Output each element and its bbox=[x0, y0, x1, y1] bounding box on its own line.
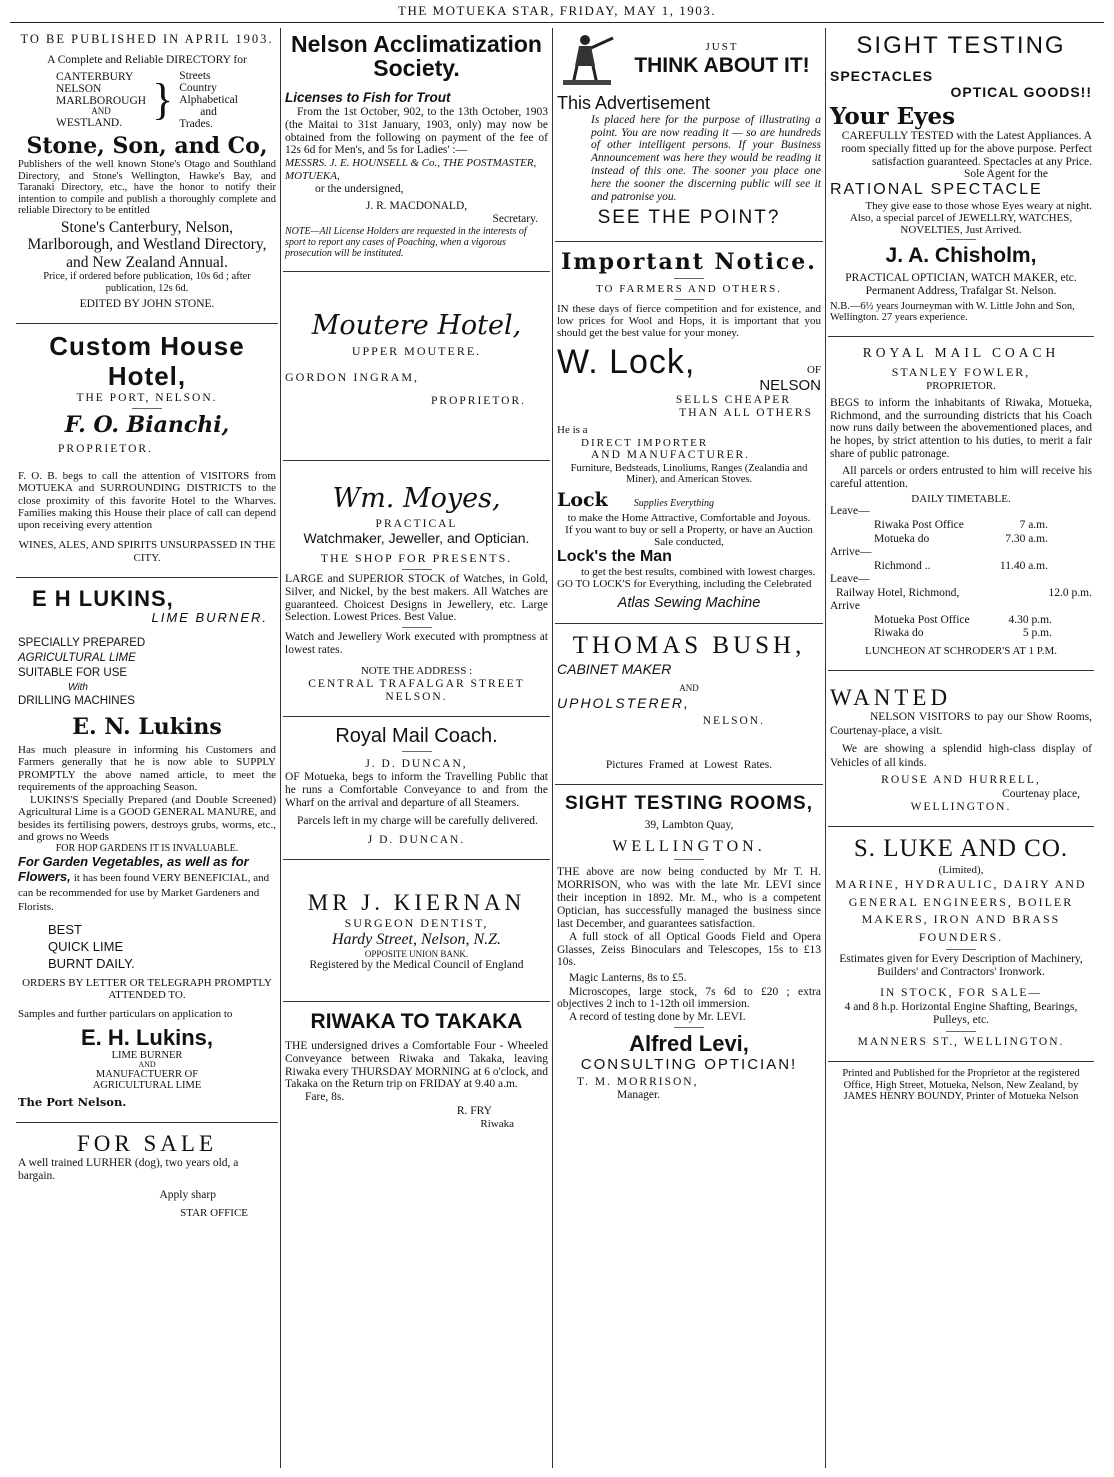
content-item: Alphabetical bbox=[179, 93, 238, 106]
column-1 bbox=[16, 30, 278, 1470]
directory-heading: TO BE PUBLISHED IN APRIL 1903. bbox=[20, 32, 274, 46]
lime-line: DRILLING MACHINES bbox=[18, 694, 135, 707]
thomas-bush-ad bbox=[555, 630, 823, 778]
timetable-row bbox=[830, 627, 1092, 641]
sight-eyes: Your Eyes bbox=[830, 102, 956, 130]
wanted-city: WELLINGTON. bbox=[910, 800, 1012, 813]
rooms-addr: 39, Lambton Quay, bbox=[644, 818, 734, 831]
lime-signature: E. H. Lukins, bbox=[80, 1024, 214, 1050]
rooms-body1: THE above are now being conducted by Mr T. H. MORRISON, who was with the late Mr. LEVI since their inception in 1892. Mr. M., who is a competent Optician, has successfully managed the business since last December, and guarantees satisfaction. bbox=[557, 866, 821, 930]
coach-daily: DAILY TIMETABLE. bbox=[911, 492, 1011, 505]
timetable-stop: Richmond .. bbox=[874, 559, 931, 572]
sight-spec: SPECTACLES bbox=[830, 67, 934, 84]
lock-name-row bbox=[557, 343, 821, 394]
lime-product-lines bbox=[18, 636, 276, 709]
moutere-name: Moutere Hotel, bbox=[311, 310, 522, 342]
moutere-owner: GORDON INGRAM, bbox=[285, 370, 420, 385]
content-item: Streets bbox=[179, 69, 211, 82]
moyes-addr: CENTRAL TRAFALGAR STREET NELSON. bbox=[308, 677, 525, 703]
rooms-title: SIGHT TESTING ROOMS, bbox=[564, 792, 813, 814]
lock-to: TO FARMERS AND OTHERS. bbox=[595, 282, 782, 295]
luke-stock: IN STOCK, FOR SALE— bbox=[880, 987, 1042, 1000]
hotel-footer: WINES, ALES, AND SPIRITS UNSURPASSED IN THE CITY. bbox=[18, 539, 276, 565]
moyes-practical: PRACTICAL bbox=[375, 518, 458, 531]
rooms-body2: A full stock of all Optical Goods Field and Opera Glasses, Zeiss Binoculars and Telescopes, 15s to £13 10s. bbox=[557, 930, 821, 969]
divider bbox=[402, 751, 432, 752]
timetable-time: 11.40 a.m. bbox=[999, 559, 1048, 572]
sight-nb: N.B.—6½ years Journeyman with W. Little John and Son, Wellington. 27 years experience. bbox=[830, 300, 1075, 324]
lock-nelson: NELSON bbox=[759, 376, 821, 394]
column-4 bbox=[828, 30, 1094, 1470]
coach-prop: PROPRIETOR. bbox=[926, 380, 996, 393]
region: AND bbox=[91, 106, 111, 117]
riwaka-place: Riwaka bbox=[480, 1117, 514, 1130]
think-title: THINK ABOUT IT! bbox=[634, 53, 810, 77]
divider bbox=[828, 826, 1094, 827]
timetable-stop: Motueka do bbox=[874, 532, 930, 545]
lock-goods: Furniture, Bedsteads, Linoliums, Ranges (Zealandia and Miner), and American Stoves. bbox=[570, 462, 808, 486]
divider bbox=[828, 1061, 1094, 1062]
divider bbox=[283, 859, 550, 860]
directory-regions bbox=[18, 70, 276, 130]
luke-est: Estimates given for Every Description of Machinery, Builders' and Contractors' Ironwork. bbox=[839, 952, 1083, 979]
think-body: Is placed here for the purpose of illustrating a point. You are now reading it — so are hundreds of other intelligent persons. If your Business Announcement was here they would be reading it instead of this one. The sooner you place one here the sooner the discerning public will see it and patronise you. bbox=[591, 113, 821, 203]
lock-of-nelson bbox=[759, 364, 821, 394]
lock-property: If you want to buy or sell a Property, or have an Auction Sale conducted, bbox=[565, 523, 813, 548]
for-sale-body: A well trained LURHER (dog), two years old, a bargain. bbox=[18, 1157, 239, 1183]
divider bbox=[828, 670, 1094, 671]
accl-or: or the undersigned, bbox=[315, 182, 404, 195]
bush-pics: Pictures Framed at Lowest Rates. bbox=[605, 758, 773, 771]
timetable-time: 5 p.m. bbox=[1022, 627, 1052, 640]
divider bbox=[16, 577, 278, 578]
timetable-row bbox=[830, 587, 1092, 601]
divider bbox=[283, 271, 550, 272]
lock-results: to get the best results, combined with lowest charges. bbox=[581, 566, 816, 579]
divider bbox=[674, 859, 704, 860]
masthead: THE MOTUEKA STAR, FRIDAY, MAY 1, 1903. bbox=[398, 3, 716, 18]
timetable-row bbox=[830, 519, 1092, 533]
duncan-mail-coach-ad bbox=[283, 723, 550, 853]
lime-line: SPECIALLY PREPARED bbox=[18, 636, 146, 649]
hotel-proprietor-name: F. O. Bianchi, bbox=[64, 412, 230, 439]
hotel-body: F. O. B. begs to call the attention of VISITORS from MOTUEKA and SURROUNDING DISTRICTS to the close proximity of this favorite Hotel to the Wharves. Families making this House their place of call can depend upon receiving every attention bbox=[18, 469, 276, 532]
divider bbox=[283, 1001, 550, 1002]
hotel-location: THE PORT, NELSON. bbox=[76, 392, 218, 405]
sight-optical: OPTICAL GOODS!! bbox=[950, 83, 1092, 100]
luke-name: S. LUKE AND CO. bbox=[853, 834, 1069, 862]
sight-agent: Sole Agent for the bbox=[964, 168, 1048, 181]
accl-body: From the 1st October, 902, to the 13th October, 1903 (the Maitai to 31st January, 1903, only) may now be obtained from the following on payment of the fee of 12s 6d for Men's, and 5s for Ladies' :— bbox=[285, 105, 548, 157]
divider bbox=[283, 460, 550, 461]
wanted-body2: We are showing a splendid high-class display of Vehicles of all kinds. bbox=[830, 742, 1092, 769]
lime-sig-line: AGRICULTURAL LIME bbox=[92, 1080, 202, 1092]
dentist-title: SURGEON DENTIST, bbox=[344, 915, 489, 930]
divider bbox=[402, 627, 432, 628]
lock-ad bbox=[555, 248, 823, 618]
riwaka-takaka-ad bbox=[283, 1008, 550, 1137]
sight-ease: They give ease to those whose Eyes weary at night. bbox=[865, 199, 1092, 212]
accl-title2: Society. bbox=[373, 55, 460, 82]
lock-imp2: AND MANUFACTURER. bbox=[591, 449, 751, 462]
lime-line: AGRICULTURAL LIME bbox=[18, 651, 136, 664]
moyes-ad bbox=[283, 467, 550, 710]
timetable-heading: Arrive bbox=[830, 600, 861, 613]
coach-parcels: All parcels or orders entrusted to him will receive his careful attention. bbox=[830, 465, 1092, 490]
masthead-rule bbox=[10, 22, 1104, 23]
directory-ad bbox=[16, 30, 278, 317]
lukins-lime-ad bbox=[16, 584, 278, 1116]
rooms-magic: Magic Lanterns, 8s to £5. bbox=[569, 972, 687, 985]
wanted-place: Courtenay place, bbox=[1002, 787, 1080, 800]
moutere-hotel-ad bbox=[283, 278, 550, 454]
think-point: SEE THE POINT? bbox=[597, 206, 781, 228]
dentist-name: MR J. KIERNAN bbox=[307, 890, 526, 916]
divider bbox=[555, 241, 823, 242]
directory-body: Publishers of the well known Stone's Otago and Southland Directory, and Stone's Wellington, Hawke's Bay, and Taranaki Directory, etc., have the honor to notify their intention to compile and publish a thoroughly complete and reliable Directory to be entitled bbox=[18, 159, 276, 217]
column-3 bbox=[555, 30, 823, 1470]
timetable-time: 12.0 p.m. bbox=[1048, 586, 1092, 599]
accl-title1: Nelson Acclimatization bbox=[291, 31, 542, 57]
content-item: Trades. bbox=[179, 117, 213, 130]
directory-price: Price, if ordered before publication, 10s 6d ; after publication, 12s 6d. bbox=[43, 271, 251, 295]
think-about-it-ad bbox=[555, 30, 823, 235]
luke-ltd: (Limited), bbox=[938, 863, 984, 876]
divider bbox=[946, 239, 976, 240]
riwaka-sig: R. FRY bbox=[456, 1104, 492, 1117]
column-rule bbox=[280, 28, 281, 1468]
moyes-note: NOTE THE ADDRESS : bbox=[360, 665, 473, 678]
coach-timetable bbox=[830, 505, 1092, 641]
luke-trade: MARINE, HYDRAULIC, DAIRY AND GENERAL ENGINEERS, BOILER MAKERS, IRON AND BRASS FOUNDERS. bbox=[835, 877, 1087, 944]
lime-best-line: BEST bbox=[48, 922, 82, 938]
content-item: Country bbox=[179, 81, 217, 94]
coach-body: BEGS to inform the inhabitants of Riwaka, Motueka, Richmond, and the surrounding districts that his Coach now runs daily between the abovementioned places, and he hopes, by strict attention to his duties, to merit a fair share of public patronage. bbox=[830, 396, 1092, 461]
divider bbox=[946, 1031, 976, 1032]
lime-best-line: QUICK LIME bbox=[48, 938, 124, 954]
lime-samples: Samples and further particulars on application to bbox=[18, 1007, 233, 1020]
for-sale-heading: FOR SALE bbox=[77, 1130, 217, 1156]
mail-title: Royal Mail Coach. bbox=[335, 725, 498, 748]
lime-best-line: BURNT DAILY. bbox=[48, 955, 135, 971]
timetable-heading: Leave— bbox=[830, 505, 870, 518]
timetable-time: 4.30 p.m. bbox=[1008, 613, 1052, 626]
lock-lock2: Lock bbox=[557, 488, 608, 511]
timetable-time: 7.30 a.m. bbox=[1005, 532, 1048, 545]
rooms-sig: Alfred Levi, bbox=[629, 1031, 749, 1057]
lock-of: OF bbox=[806, 363, 821, 376]
bush-uph: UPHOLSTERER, bbox=[557, 695, 690, 712]
fowler-mail-coach-ad bbox=[828, 343, 1094, 664]
think-header bbox=[557, 32, 821, 87]
rooms-mgr: Manager. bbox=[617, 1088, 661, 1101]
custom-house-hotel-ad bbox=[16, 330, 278, 570]
content-item: and bbox=[200, 105, 217, 118]
printer-imprint: Printed and Published for the Proprietor at the registered Office, High Street, Motueka, Nelson, New Zealand, by JAMES HENRY BOUNDY, Printer of Motueka Nelson bbox=[842, 1068, 1080, 1103]
lime-body3: it has been found VERY BENEFICIAL, and can be recommended for use by Market Gardeners and Florists. bbox=[18, 871, 270, 914]
riwaka-fare: Fare, 8s. bbox=[305, 1091, 345, 1104]
kiernan-dentist-ad bbox=[283, 866, 550, 994]
divider bbox=[674, 299, 704, 300]
lime-line: SUITABLE FOR USE bbox=[18, 666, 128, 679]
bush-trade: CABINET MAKER bbox=[557, 660, 672, 677]
mail-body: OF Motueka, begs to inform the Travelling Public that he runs a Comfortable Conveyance to and from the Wharf on the arrival and departure of all Steamers. bbox=[285, 771, 548, 810]
moyes-name: Wm. Moyes, bbox=[332, 483, 501, 515]
divider bbox=[555, 623, 823, 624]
brace-icon: } bbox=[152, 74, 174, 124]
sight-prac: PRACTICAL OPTICIAN, WATCH MAKER, etc. bbox=[845, 272, 1077, 285]
accl-sec: Secretary. bbox=[492, 213, 538, 226]
lock-atlas: Atlas Sewing Machine bbox=[617, 594, 761, 611]
lock-sells1: SELLS CHEAPER bbox=[675, 393, 791, 406]
timetable-heading: Arrive— bbox=[830, 546, 872, 559]
lock-home: to make the Home Attractive, Comfortable and Joyous. bbox=[567, 511, 811, 524]
rooms-record: A record of testing done by Mr. LEVI. bbox=[569, 1011, 746, 1024]
for-sale-ad bbox=[16, 1129, 278, 1226]
for-sale-apply: Apply sharp bbox=[159, 1189, 216, 1202]
wanted-ad bbox=[828, 677, 1094, 820]
mail-parcels: Parcels left in my charge will be carefully delivered. bbox=[297, 815, 538, 828]
moyes-body: LARGE and SUPERIOR STOCK of Watches, in Gold, Silver, and Nickel, by the best makers. All Watches are guaranteed. Choicest Designs in Jewellery, etc. Large Selection. Lowest Prices. Best Value. bbox=[285, 572, 548, 624]
chisholm-optician-ad bbox=[828, 30, 1094, 330]
lime-sig-line: MANUFACTUERR OF bbox=[95, 1069, 199, 1081]
lime-hop: FOR HOP GARDENS IT IS INVALUABLE. bbox=[55, 843, 239, 855]
hotel-proprietor-label: PROPRIETOR. bbox=[58, 442, 153, 455]
directory-editor: EDITED BY JOHN STONE. bbox=[79, 298, 215, 311]
lime-sig-line: AND bbox=[138, 1059, 156, 1069]
lock-body: IN these days of fierce competition and for existence, and low prices for Wool and Hops, it is important that you should get the best value for your money. bbox=[557, 302, 821, 339]
sight-also: Also, a special parcel of JEWELLRY, WATCHES, NOVELTIES, Just Arrived. bbox=[849, 211, 1073, 236]
hotel-name: Custom House Hotel, bbox=[49, 331, 245, 392]
directory-intro: A Complete and Reliable DIRECTORY for bbox=[47, 54, 247, 67]
publisher-name: Stone, Son, and Co, bbox=[26, 132, 268, 159]
divider bbox=[828, 336, 1094, 337]
lock-goto: GO TO LOCK'S for Everything, including the Celebrated bbox=[557, 578, 812, 591]
rooms-micro: Microscopes, large stock, 7s 6d to £20 ; extra objectives 2 inch to 1-12th oil immersion. bbox=[557, 985, 821, 1011]
riwaka-body: THE undersigned drives a Comfortable Four - Wheeled Conveyance between Riwaka and Takaka, leaving Riwaka every THURSDAY MORNING at 6 o'clock, and Takaka on the Return trip on FRIDAY at 9.40 a.m. bbox=[285, 1039, 548, 1091]
think-titles bbox=[623, 41, 821, 78]
lock-he: He is a bbox=[557, 424, 588, 437]
wanted-title: WANTED bbox=[830, 684, 952, 710]
accl-sec-name: J. R. MACDONALD, bbox=[365, 199, 468, 212]
divider bbox=[16, 1122, 278, 1123]
lime-trade: LIME BURNER. bbox=[151, 610, 268, 626]
sight-addr: Permanent Address, Trafalgar St. Nelson. bbox=[865, 285, 1057, 298]
lock-sells2: THAN ALL OTHERS bbox=[679, 406, 813, 419]
moyes-trade: Watchmaker, Jeweller, and Optician. bbox=[303, 530, 530, 547]
accl-note: NOTE—All License Holders are requested in the interests of sport to report any cases of Poaching, when a vigorous prosecution will be instituted. bbox=[285, 226, 527, 260]
lime-veg: For Garden Vegetables, as well as for Flowers, bbox=[18, 853, 249, 884]
luke-engineers-ad bbox=[828, 833, 1094, 1055]
lime-line: With bbox=[68, 681, 88, 693]
divider bbox=[16, 323, 278, 324]
accl-sub: Licenses to Fish for Trout bbox=[285, 90, 451, 106]
divider bbox=[946, 949, 976, 950]
luke-items: 4 and 8 h.p. Horizontal Engine Shafting, Bearings, Pulleys, etc. bbox=[844, 1000, 1078, 1027]
region: CANTERBURY bbox=[56, 70, 134, 83]
column-rule bbox=[552, 28, 553, 1468]
wanted-body1: NELSON VISITORS to pay our Show Rooms, Courtenay-place, a visit. bbox=[830, 711, 1092, 737]
lock-imp1: DIRECT IMPORTER bbox=[581, 436, 709, 449]
sight-rational: RATIONAL SPECTACLE bbox=[830, 181, 1043, 199]
dentist-reg: Registered by the Medical Council of England bbox=[309, 959, 524, 972]
coach-lunch: LUNCHEON AT SCHRODER'S AT 1 P.M. bbox=[865, 645, 1057, 658]
rooms-mgr-name: T. M. MORRISON, bbox=[577, 1075, 699, 1088]
wanted-firm: ROUSE AND HURRELL, bbox=[881, 774, 1041, 787]
divider bbox=[402, 569, 432, 570]
timetable-row bbox=[830, 614, 1092, 628]
divider bbox=[674, 1027, 704, 1028]
divider bbox=[283, 716, 550, 717]
lime-body2: LUKINS'S Specially Prepared (and Double Screened) Agricultural Lime is a GOOD GENERAL MANURE, and besides its fertilising powers, destroys grubs, worms, etc., and grows no Weeds bbox=[18, 793, 276, 843]
riwaka-title: RIWAKA TO TAKAKA bbox=[310, 1009, 523, 1033]
rooms-city: WELLINGTON. bbox=[612, 837, 766, 855]
region: WESTLAND. bbox=[56, 116, 123, 129]
column-2 bbox=[283, 30, 550, 1470]
moyes-shop: THE SHOP FOR PRESENTS. bbox=[320, 551, 513, 566]
pointing-figure-icon bbox=[557, 32, 617, 87]
divider bbox=[132, 408, 162, 409]
timetable-stop: Railway Hotel, Richmond, bbox=[836, 586, 960, 599]
sight-testing-rooms-ad bbox=[555, 791, 823, 1108]
timetable-time: 7 a.m. bbox=[1019, 518, 1048, 531]
sight-title: SIGHT TESTING bbox=[856, 32, 1066, 59]
luke-addr: MANNERS ST., WELLINGTON. bbox=[857, 1036, 1065, 1049]
timetable-stop: Riwaka Post Office bbox=[874, 518, 964, 531]
mail-name: J. D. DUNCAN, bbox=[365, 758, 468, 771]
lock-name: W. Lock, bbox=[557, 342, 696, 381]
lime-script-name: E. N. Lukins bbox=[72, 713, 222, 740]
lime-best bbox=[18, 922, 276, 973]
moyes-repair: Watch and Jewellery Work executed with promptness at lowest rates. bbox=[285, 631, 548, 657]
timetable-row bbox=[830, 560, 1092, 574]
coach-name: STANLEY FOWLER, bbox=[891, 365, 1031, 380]
coach-title: ROYAL MAIL COACH bbox=[862, 344, 1060, 360]
bush-name: THOMAS BUSH, bbox=[572, 632, 806, 660]
lock-notice: Important Notice. bbox=[561, 248, 817, 275]
acclimatization-ad bbox=[283, 30, 550, 265]
sight-body: CAREFULLY TESTED with the Latest Appliances. A room specially fitted up for the above purpose. Perfect satisfaction guaranteed. Spectacles at any Price. bbox=[841, 130, 1092, 168]
timetable-stop: Riwaka do bbox=[874, 627, 924, 640]
lime-place: The Port Nelson. bbox=[18, 1095, 127, 1110]
think-just: JUST bbox=[705, 41, 739, 54]
lime-name: E H LUKINS, bbox=[32, 585, 174, 611]
region: NELSON bbox=[56, 82, 102, 95]
for-sale-office: STAR OFFICE bbox=[180, 1206, 248, 1219]
column-rule bbox=[825, 28, 826, 1468]
divider bbox=[555, 784, 823, 785]
timetable-row bbox=[830, 533, 1092, 547]
lime-sig-lines bbox=[18, 1050, 276, 1091]
dentist-opp: OPPOSITE UNION BANK. bbox=[364, 949, 469, 960]
moutere-label: PROPRIETOR. bbox=[431, 394, 526, 407]
lock-supplies: Supplies Everything bbox=[633, 497, 715, 509]
timetable-stop: Motueka Post Office bbox=[874, 613, 970, 626]
lime-sig-line: LIME BURNER bbox=[111, 1049, 183, 1061]
bush-and: AND bbox=[679, 683, 699, 694]
rooms-consult: CONSULTING OPTICIAN! bbox=[580, 1056, 798, 1074]
timetable-heading: Leave— bbox=[830, 573, 870, 586]
sight-name: J. A. Chisholm, bbox=[885, 244, 1037, 268]
accl-agents: MESSRS. J. E. HOUNSELL & Co., THE POSTMASTER, MOTUEKA, bbox=[285, 157, 537, 182]
lime-orders: ORDERS BY LETTER OR TELEGRAPH PROMPTLY ATTENDED TO. bbox=[22, 976, 272, 1002]
mail-sig: J D. DUNCAN. bbox=[367, 834, 466, 847]
bush-place: NELSON. bbox=[702, 715, 765, 728]
lime-body1: Has much pleasure in informing his Customers and Farmers generally that he is now able to SUPPLY PROMPTLY the above named article, to meet the requirements of the approaching Season. bbox=[18, 744, 276, 794]
dentist-addr: Hardy Street, Nelson, N.Z. bbox=[331, 930, 502, 948]
think-head: This Advertisement bbox=[557, 93, 711, 113]
moutere-place: UPPER MOUTERE. bbox=[351, 344, 482, 359]
divider bbox=[674, 278, 704, 279]
directory-title: Stone's Canterbury, Nelson, Marlborough, and Westland Directory, and New Zealand Annual. bbox=[27, 218, 267, 271]
lock-supplies-row bbox=[557, 490, 821, 512]
region: MARLBOROUGH bbox=[56, 95, 147, 108]
lock-man: Lock's the Man bbox=[557, 547, 672, 565]
